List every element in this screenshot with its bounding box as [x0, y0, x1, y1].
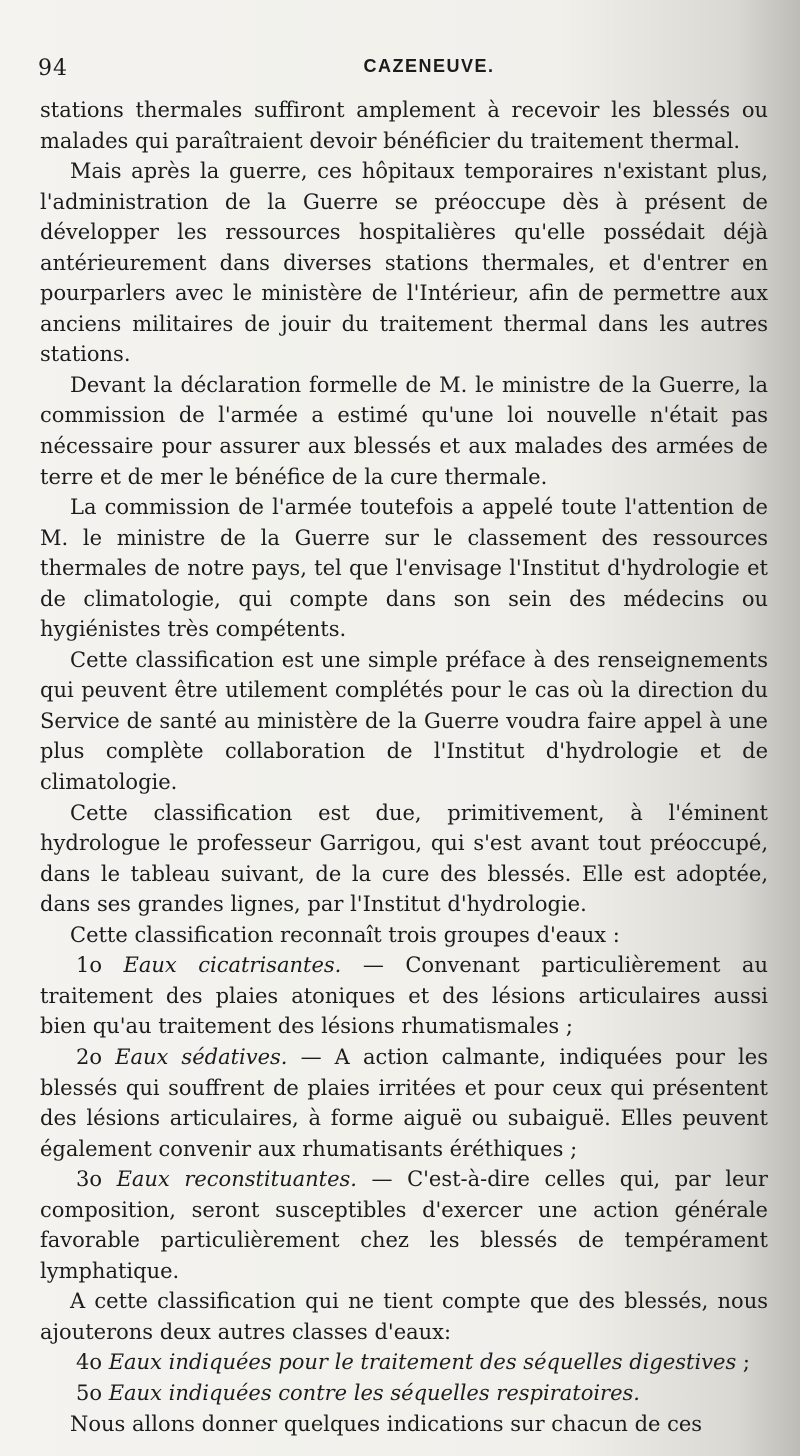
group-description: — A action calmante, indiquées pour les blessés qui souffrent de plaies irritées et pour ceux qui présentent des lésions articulaires, à forme aiguë ou subaiguë. Elles peuvent également convenir aux rhumatisants éréthiques ;	[40, 1044, 768, 1161]
group-title: Eaux cicatrisantes.	[123, 953, 342, 978]
extra-class-item-4	[40, 1347, 768, 1378]
group-title: Eaux sédatives.	[115, 1044, 288, 1069]
class-number: 4o	[76, 1350, 103, 1375]
body-text	[40, 95, 768, 1439]
group-item-3	[40, 1164, 768, 1286]
paragraph: Cette classification est due, primitivement, à l'éminent hydrologue le professeur Garrigou, qui s'est avant tout préoccupé, dans le tableau suivant, de la cure des blessés. Elle est adoptée, dans ses grandes lignes, par l'Institut d'hydrologie.	[40, 800, 768, 917]
class-number: 5o	[76, 1380, 103, 1405]
group-description: — Convenant particulièrement au traitement des plaies atoniques et des lésions articulaires aussi bien qu'au traitement des lésions rhumatismales ;	[40, 953, 768, 1039]
class-title: Eaux indiquées pour le traitement des séquelles digestives	[108, 1350, 737, 1375]
group-item-2	[40, 1042, 768, 1164]
paragraph: A cette classification qui ne tient compte que des blessés, nous ajouterons deux autres classes d'eaux:	[40, 1289, 768, 1344]
paragraph: La commission de l'armée toutefois a appelé toute l'attention de M. le ministre de la Guerre sur le classement des ressources thermales de notre pays, tel que l'envisage l'Institut d'hydrologie et de climatologie, qui compte dans son sein des médecins ou hygiénistes très compétents.	[40, 495, 768, 642]
group-number: 3o	[76, 1167, 103, 1192]
paragraph: Nous allons donner quelques indications sur chacun de ces	[70, 1411, 703, 1436]
group-number: 2o	[76, 1044, 103, 1069]
page-header	[38, 52, 760, 88]
running-head: CAZENEUVE.	[363, 56, 495, 76]
paragraph: stations thermales suffiront amplement à recevoir les blessés ou malades qui paraîtraient devoir bénéficier du traitement thermal.	[40, 98, 768, 153]
class-title: Eaux indiquées contre les séquelles respiratoires.	[108, 1380, 640, 1405]
group-item-1	[40, 950, 768, 1042]
page-number: 94	[38, 56, 68, 81]
group-description: — C'est-à-dire celles qui, par leur composition, seront susceptibles d'exercer une action générale favorable particulièrement chez les blessés de tempérament lymphatique.	[40, 1167, 768, 1283]
paragraph: Devant la déclaration formelle de M. le ministre de la Guerre, la commission de l'armée a estimé qu'une loi nouvelle n'était pas nécessaire pour assurer aux blessés et aux malades des armées de terre et de mer le bénéfice de la cure thermale.	[40, 372, 768, 489]
group-title: Eaux reconstituantes.	[116, 1167, 357, 1192]
extra-class-item-5	[40, 1378, 768, 1409]
paragraph: Cette classification est une simple préface à des renseignements qui peuvent être utilement complétés pour le cas où la direction du Service de santé au ministère de la Guerre voudra faire appel à une plus complète collaboration de l'Institut d'hydrologie et de climatologie.	[40, 647, 768, 795]
class-suffix: ;	[736, 1350, 751, 1375]
paragraph: Cette classification reconnaît trois groupes d'eaux :	[70, 922, 620, 947]
paragraph: Mais après la guerre, ces hôpitaux temporaires n'existant plus, l'administration de la Guerre se préoccupe dès à présent de développer les ressources hospitalières qu'elle possédait déjà antérieurement dans diverses stations thermales, et d'entrer en pourparlers avec le ministère de l'Intérieur, afin de permettre aux anciens militaires de jouir du traitement thermal dans les autres stations.	[40, 159, 768, 367]
group-number: 1o	[76, 953, 103, 978]
